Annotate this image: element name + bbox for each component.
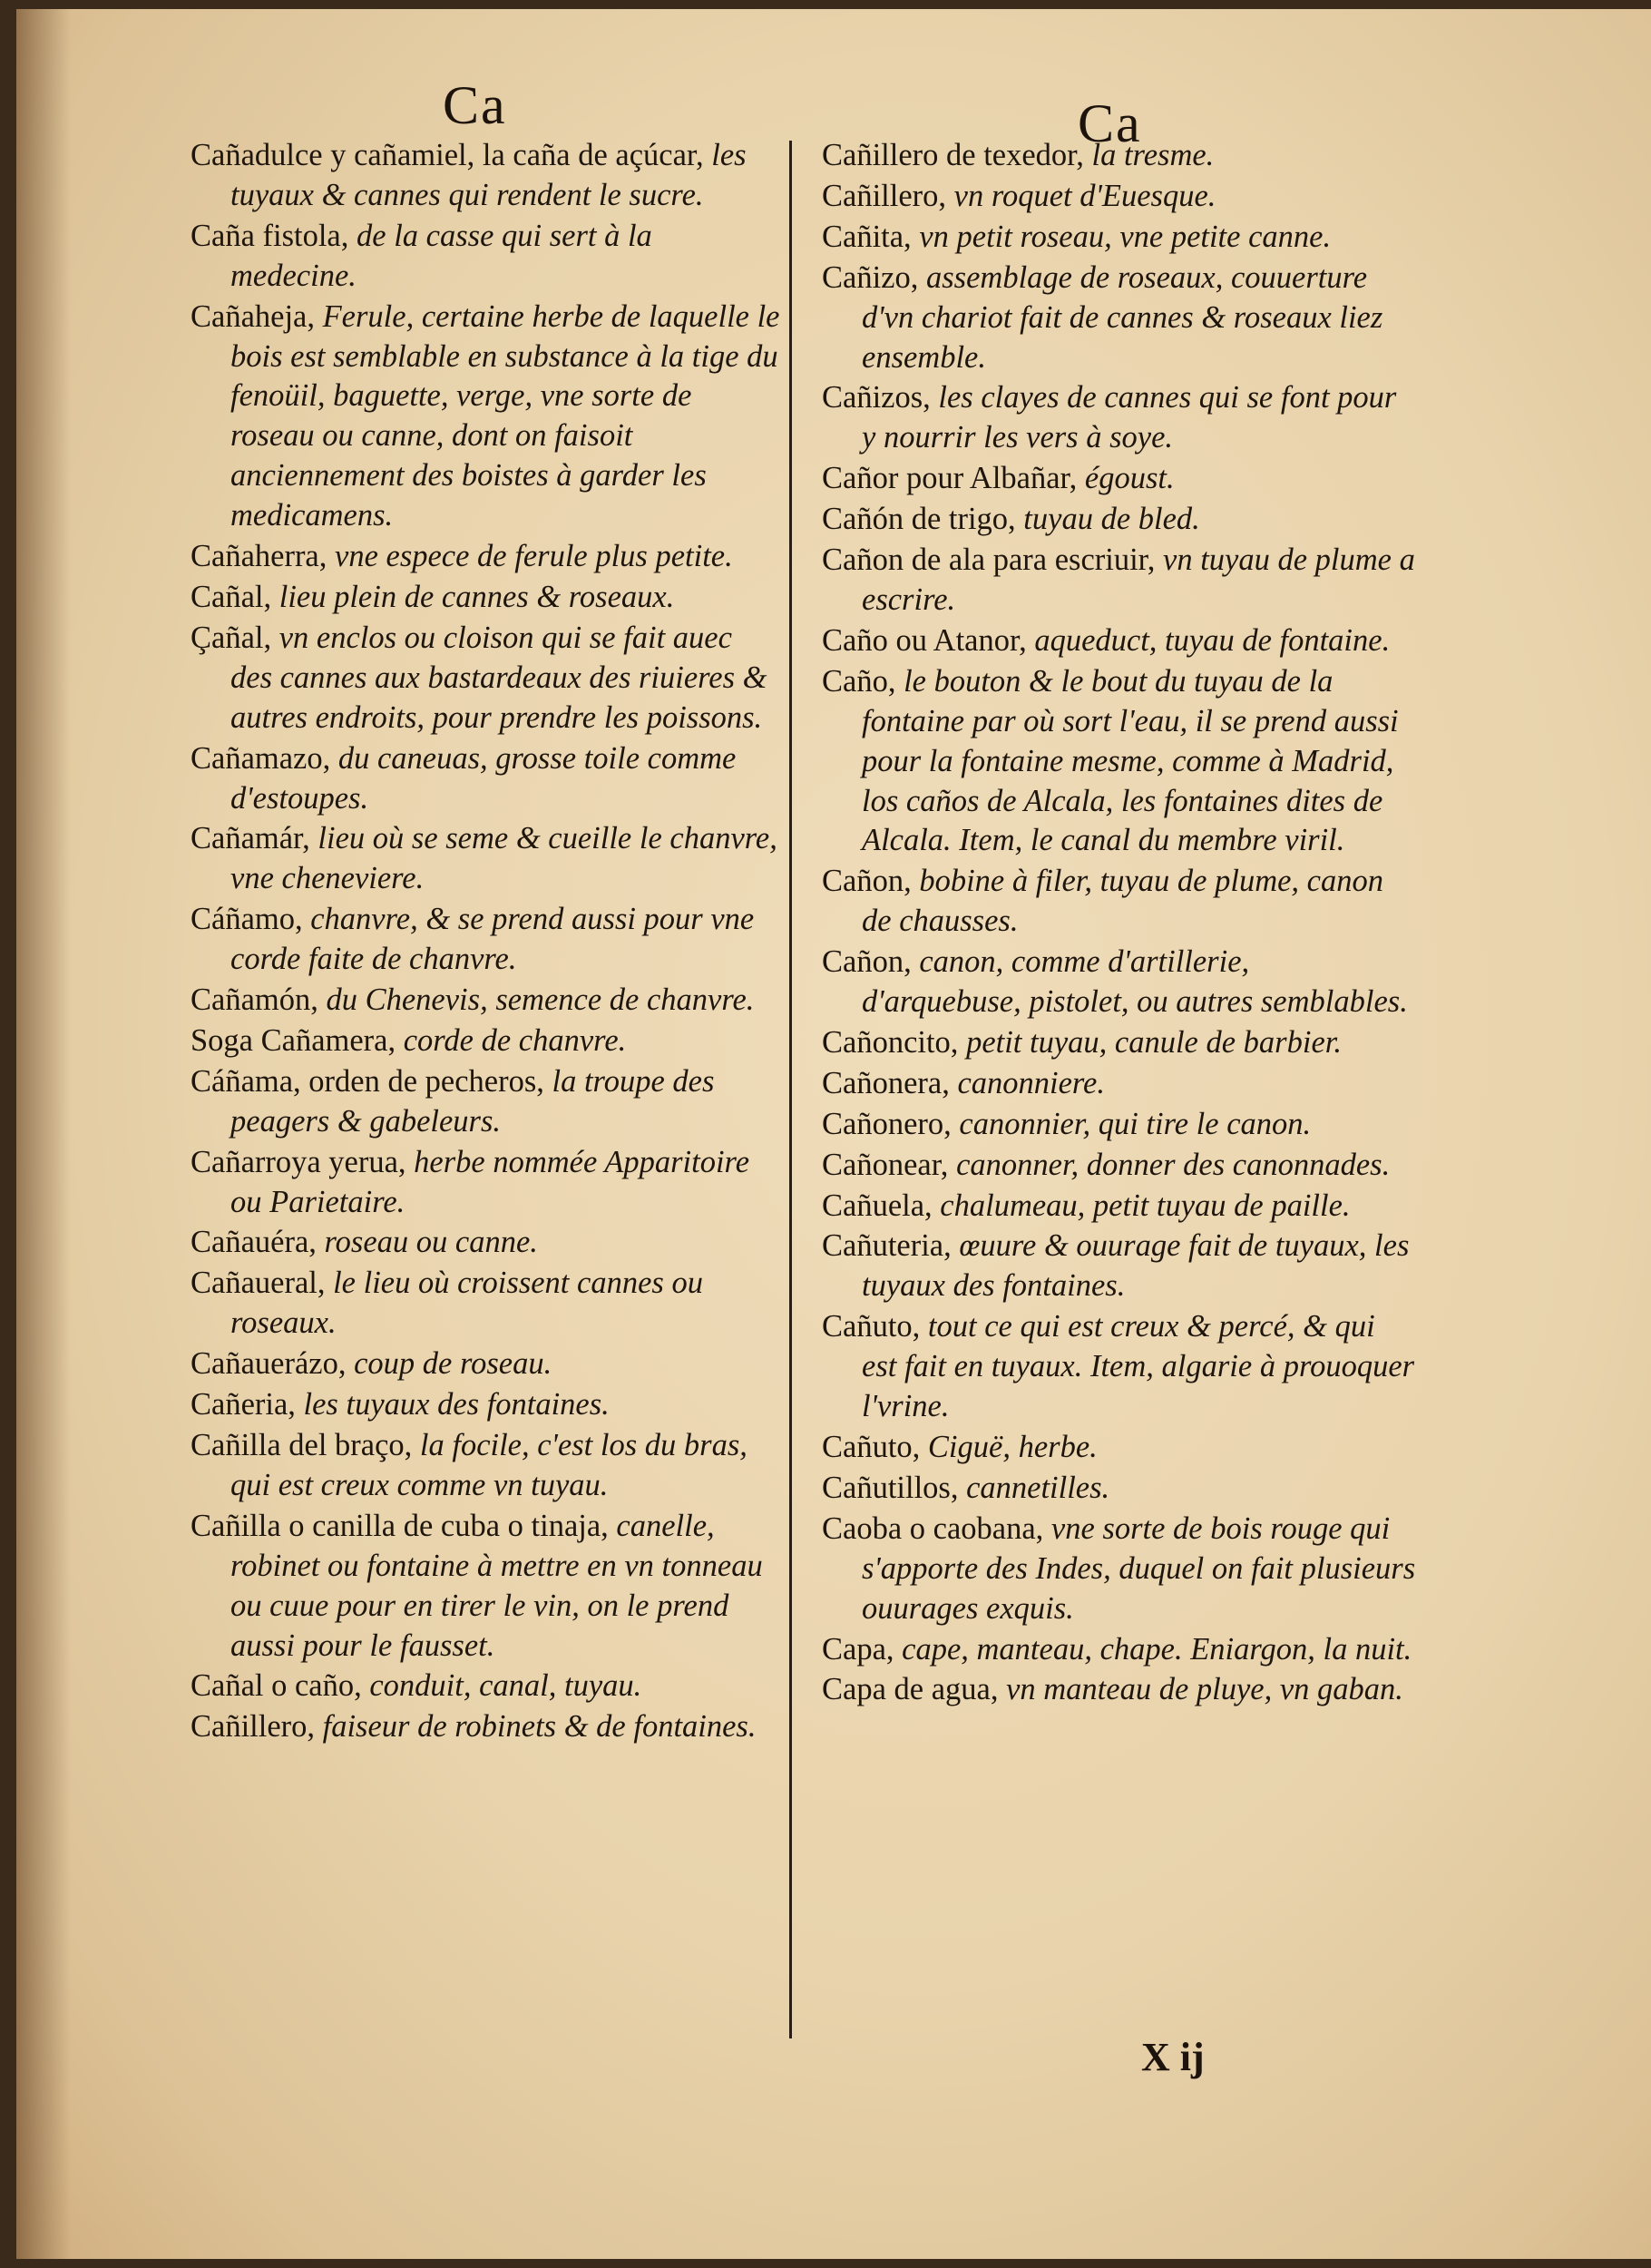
headword: Cañamazo,	[190, 740, 338, 776]
definition: du Chenevis, semence de chanvre.	[326, 982, 755, 1018]
headword: Cañuteria,	[822, 1228, 960, 1264]
definition: Ciguë, herbe.	[927, 1430, 1098, 1464]
definition: chalumeau, petit tuyau de paille.	[940, 1188, 1351, 1223]
definition: égoust.	[1084, 461, 1175, 496]
dictionary-entry	[190, 136, 780, 216]
dictionary-entry	[190, 739, 780, 819]
headword: Cañita,	[822, 219, 920, 254]
headword: Cañeria,	[190, 1387, 304, 1422]
dictionary-entry	[822, 218, 1416, 258]
headword: Cañaherra,	[190, 539, 335, 574]
definition: vn petit roseau, vne petite canne.	[919, 219, 1332, 254]
definition: conduit, canal, tuyau.	[369, 1668, 642, 1704]
dictionary-entry	[190, 1426, 780, 1506]
dictionary-entry	[822, 1307, 1416, 1427]
signature-mark: X ij	[1141, 2035, 1205, 2079]
headword: Cañauéra,	[190, 1225, 325, 1260]
headword: Cañilla del braço,	[190, 1428, 420, 1462]
headword: Cáñamo,	[190, 902, 311, 937]
headword: Caño ou Atanor,	[822, 622, 1035, 658]
definition: la troupe des peagers & gabeleurs.	[230, 1063, 715, 1139]
headword: Cañutillos,	[822, 1470, 967, 1505]
dictionary-entry	[822, 1630, 1416, 1670]
definition: du caneuas, grosse toile comme d'estoupes.	[230, 740, 737, 816]
dictionary-entry	[822, 1227, 1416, 1306]
headword: Cañamón,	[190, 982, 327, 1018]
dictionary-entry	[190, 1264, 780, 1344]
headword: Cañonero,	[822, 1106, 960, 1141]
headword: Cañonear,	[822, 1147, 957, 1182]
running-header-left: Ca	[443, 75, 507, 135]
headword: Cañauerázo,	[190, 1346, 355, 1382]
definition: lieu plein de cannes & roseaux.	[278, 579, 675, 614]
headword: Cañal,	[190, 579, 279, 614]
headword: Cañon de ala para escriuir,	[822, 543, 1164, 578]
headword: Cañizo,	[822, 259, 926, 295]
dictionary-entry	[190, 298, 780, 536]
headword: Cañón de trigo,	[822, 502, 1024, 537]
dictionary-entry	[822, 943, 1416, 1022]
dictionary-entry	[822, 541, 1416, 621]
dictionary-entry	[822, 136, 1416, 176]
dictionary-entry	[190, 819, 780, 899]
headword: Soga Cañamera,	[190, 1022, 404, 1058]
definition: les clayes de cannes qui se font pour y nourrir les vers à soye.	[862, 380, 1397, 455]
dictionary-entry	[190, 537, 780, 577]
dictionary-entry	[822, 1187, 1416, 1227]
dictionary-entry	[822, 1510, 1416, 1629]
headword: Cañillero,	[822, 178, 954, 213]
dictionary-entry	[190, 981, 780, 1021]
headword: Cañarroya yerua,	[190, 1144, 415, 1179]
definition: de la casse qui sert à la medecine.	[230, 218, 652, 293]
headword: Cañilla o canilla de cuba o tinaja,	[190, 1508, 617, 1543]
headword: Cáñama, orden de pecheros,	[190, 1063, 552, 1099]
headword: Caño,	[822, 663, 904, 699]
headword: Caña fistola,	[190, 218, 357, 253]
definition: tuyau de bled.	[1023, 502, 1200, 537]
page-edge-shadow	[16, 9, 71, 2259]
definition: canonniere.	[957, 1065, 1105, 1100]
definition: la focile, c'est los du bras, qui est creux comme vn tuyau.	[230, 1428, 747, 1502]
column-rule	[789, 141, 792, 2038]
definition: vn tuyau de plume a escrire.	[862, 543, 1415, 617]
dictionary-entry	[822, 459, 1416, 499]
definition: tout ce qui est creux & percé, & qui est fait en tuyaux. Item, algarie à prouoquer l'vrine.	[862, 1309, 1415, 1424]
headword: Cañamár,	[190, 821, 318, 856]
dictionary-entry	[190, 1223, 780, 1263]
headword: Cañuto,	[822, 1430, 928, 1464]
right-column	[822, 136, 1416, 1711]
dictionary-entry	[190, 1667, 780, 1706]
dictionary-entry	[822, 259, 1416, 378]
definition: le bouton & le bout du tuyau de la fontaine par où sort l'eau, il se prend aussi pour la fontaine mesme, comme à Madrid, los caños de Alcala, les fontaines dites de Alcala. Item, le canal du membre viril.	[862, 663, 1399, 858]
dictionary-entry	[822, 1105, 1416, 1145]
left-column	[190, 136, 780, 1748]
dictionary-entry	[190, 1344, 780, 1384]
headword: Capa,	[822, 1631, 903, 1667]
running-header-right: Ca	[1078, 93, 1142, 153]
definition: vn enclos ou cloison qui se fait auec des cannes aux bastardeaux des riuieres & autres endroits, pour prendre les poissons.	[230, 620, 767, 735]
dictionary-entry	[190, 1507, 780, 1667]
definition: aqueduct, tuyau de fontaine.	[1034, 622, 1391, 658]
dictionary-entry	[190, 1707, 780, 1747]
dictionary-entry	[822, 1469, 1416, 1509]
headword: Çañal,	[190, 620, 279, 655]
headword: Cañuela,	[822, 1188, 941, 1223]
definition: coup de roseau.	[354, 1346, 552, 1382]
dictionary-entry	[190, 1385, 780, 1425]
dictionary-entry	[190, 1062, 780, 1142]
dictionary-entry	[822, 1428, 1416, 1468]
headword: Cañuto,	[822, 1309, 928, 1344]
dictionary-entry	[190, 1143, 780, 1223]
definition: canelle, robinet ou fontaine à mettre en vn tonneau ou cuue pour en tirer le vin, on le prend aussi pour le fausset.	[230, 1508, 763, 1663]
dictionary-entry	[822, 862, 1416, 942]
definition: les tuyaux des fontaines.	[303, 1387, 610, 1422]
definition: herbe nommée Apparitoire ou Parietaire.	[230, 1144, 750, 1219]
definition: le lieu où croissent cannes ou roseaux.	[230, 1266, 703, 1341]
headword: Cañoncito,	[822, 1024, 967, 1060]
dictionary-entry	[822, 1064, 1416, 1104]
definition: vn roquet d'Euesque.	[953, 178, 1216, 213]
definition: petit tuyau, canule de barbier.	[966, 1024, 1342, 1060]
definition: cannetilles.	[966, 1470, 1110, 1505]
definition: canon, comme d'artillerie, d'arquebuse, pistolet, ou autres semblables.	[862, 944, 1408, 1020]
headword: Cañon,	[822, 944, 920, 980]
definition: œuure & ouurage fait de tuyaux, les tuyaux des fontaines.	[862, 1228, 1410, 1304]
dictionary-entry	[822, 1023, 1416, 1063]
definition: la tresme.	[1091, 138, 1215, 172]
definition: faiseur de robinets & de fontaines.	[322, 1709, 757, 1745]
definition: roseau ou canne.	[324, 1225, 538, 1260]
definition: canonner, donner des canonnades.	[956, 1147, 1391, 1182]
dictionary-entry	[190, 578, 780, 618]
definition: assemblage de roseaux, couuerture d'vn chariot fait de cannes & roseaux liez ensemble.	[862, 259, 1383, 375]
definition: vne espece de ferule plus petite.	[335, 539, 733, 574]
definition: vne sorte de bois rouge qui s'apporte des Indes, duquel on fait plusieurs ouurages exquis.	[862, 1510, 1416, 1626]
headword: Cañor pour Albañar,	[822, 461, 1085, 496]
headword: Cañal o caño,	[190, 1668, 370, 1704]
headword: Cañizos,	[822, 380, 939, 415]
definition: bobine à filer, tuyau de plume, canon de chausses.	[862, 864, 1383, 939]
headword: Cañillero de texedor,	[822, 138, 1092, 172]
dictionary-entry	[822, 1670, 1416, 1710]
definition: chanvre, & se prend aussi pour vne corde faite de chanvre.	[230, 902, 755, 977]
definition: cape, manteau, chape. Eniargon, la nuit.	[902, 1631, 1412, 1667]
dictionary-entry	[190, 900, 780, 980]
headword: Cañonera,	[822, 1065, 958, 1100]
definition: vn manteau de pluye, vn gaban.	[1006, 1672, 1403, 1707]
definition: les tuyaux & cannes qui rendent le sucre.	[230, 138, 747, 212]
dictionary-entry	[190, 1022, 780, 1061]
headword: Cañaheja,	[190, 298, 323, 334]
dictionary-entry	[190, 217, 780, 297]
definition: Ferule, certaine herbe de laquelle le bois est semblable en substance à la tige du fenoüil, baguette, verge, vne sorte de roseau ou canne, dont on faisoit anciennement des boistes à garder les medicamens.	[230, 298, 780, 533]
book-page	[16, 9, 1651, 2259]
headword: Cañillero,	[190, 1709, 323, 1745]
headword: Cañaueral,	[190, 1266, 334, 1301]
definition: corde de chanvre.	[403, 1022, 627, 1058]
dictionary-entry	[822, 662, 1416, 862]
definition: lieu où se seme & cueille le chanvre, vne cheneviere.	[230, 821, 777, 896]
headword: Capa de agua,	[822, 1672, 1007, 1707]
dictionary-entry	[190, 619, 780, 738]
headword: Cañon,	[822, 864, 920, 899]
headword: Caoba o caobana,	[822, 1510, 1051, 1546]
dictionary-entry	[822, 378, 1416, 458]
dictionary-entry	[822, 1146, 1416, 1186]
headword: Cañadulce y cañamiel, la caña de açúcar,	[190, 138, 712, 172]
dictionary-entry	[822, 177, 1416, 217]
dictionary-entry	[822, 621, 1416, 661]
dictionary-entry	[822, 500, 1416, 540]
definition: canonnier, qui tire le canon.	[959, 1106, 1312, 1141]
